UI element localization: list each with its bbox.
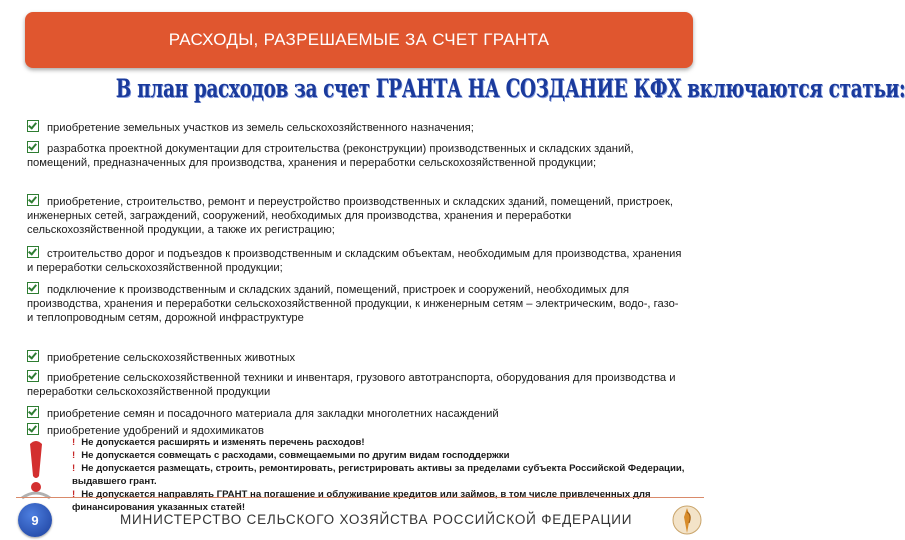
checkbox-checked-icon bbox=[27, 423, 39, 435]
footer-divider bbox=[16, 497, 704, 498]
warning-text: Не допускается совмещать с расходами, совмещаемыми по другим видам господдержки bbox=[81, 450, 510, 461]
page-number: 9 bbox=[31, 512, 39, 528]
warning-text: Не допускается расширять и изменять перечень расходов! bbox=[81, 437, 365, 448]
list-item bbox=[27, 406, 687, 421]
list-item bbox=[27, 282, 687, 325]
list-item-text: приобретение сельскохозяйственных животных bbox=[47, 352, 296, 364]
warning-mark: ! bbox=[72, 463, 76, 474]
ministry-emblem-icon bbox=[672, 503, 702, 537]
warning-text: Не допускается размещать, строить, ремонтировать, регистрировать активы за пределами субъекта Российской Федерации, выдавшего грант. bbox=[72, 463, 685, 487]
list-item-text: приобретение удобрений и ядохимикатов bbox=[47, 425, 264, 437]
warning-mark: ! bbox=[72, 437, 76, 448]
warning-mark: ! bbox=[72, 450, 76, 461]
page-number-badge bbox=[18, 503, 52, 537]
warning-row bbox=[72, 449, 692, 462]
warning-mark: ! bbox=[72, 489, 76, 500]
checkbox-checked-icon bbox=[27, 141, 39, 153]
checkbox-checked-icon bbox=[27, 370, 39, 382]
list-item-text: строительство дорог и подъездов к производственным и складским объектам, необходимым для производства, хранения и переработки сельскохозяйственной продукции; bbox=[27, 248, 682, 274]
title-banner bbox=[25, 12, 693, 68]
warning-row bbox=[72, 436, 692, 449]
warning-text: Не допускается направлять ГРАНТ на погашение и облуживание кредитов или займов, в том числе привлеченных для финансирования указанных статей! bbox=[72, 489, 651, 513]
checkbox-checked-icon bbox=[27, 282, 39, 294]
warning-row bbox=[72, 462, 692, 488]
footer-ministry: МИНИСТЕРСТВО СЕЛЬСКОГО ХОЗЯЙСТВА РОССИЙСКОЙ ФЕДЕРАЦИИ bbox=[120, 512, 633, 527]
warnings-block bbox=[72, 436, 692, 514]
list-item-text: приобретение сельскохозяйственной техники и инвентаря, грузового автотранспорта, оборудования для производства и переработки сельскохозяйственной продукции bbox=[27, 372, 676, 398]
checkbox-checked-icon bbox=[27, 120, 39, 132]
exclamation-warning-icon bbox=[14, 436, 58, 502]
checkbox-checked-icon bbox=[27, 350, 39, 362]
list-item-text: подключение к производственным и складских зданий, помещений, пристроек и сооружений, необходимых для производства, хранения и переработки сельскохозяйственной продукции, к инженерным сетям – электрическим, водо-, газо- и теплопроводным сетям, дорожной инфраструктуре bbox=[27, 284, 679, 324]
list-item-text: приобретение, строительство, ремонт и переустройство производственных и складских зданий, помещений, пристроек, инженерных сетей, заграждений, сооружений, необходимых для производства, хранения и переработки сельскохозяйственной продукции, а также их регистрацию; bbox=[27, 196, 673, 236]
checkbox-checked-icon bbox=[27, 194, 39, 206]
page-title: РАСХОДЫ, РАЗРЕШАЕМЫЕ ЗА СЧЕТ ГРАНТА bbox=[168, 30, 550, 49]
list-item bbox=[27, 246, 687, 275]
list-item-text: приобретение земельных участков из земель сельскохозяйственного назначения; bbox=[47, 122, 474, 134]
list-item bbox=[27, 194, 687, 237]
list-item bbox=[27, 370, 687, 399]
list-item-text: приобретение семян и посадочного материала для закладки многолетних насаждений bbox=[47, 408, 499, 420]
warning-row bbox=[72, 488, 692, 514]
page-subtitle: В план расходов за счет ГРАНТА НА СОЗДАНИЕ КФХ включаются статьи: bbox=[115, 74, 905, 103]
list-item-text: разработка проектной документации для строительства (реконструкции) производственных и складских зданий, помещений, предназначенных для производства, хранения и переработки сельскохозяйственной продукции; bbox=[27, 143, 634, 169]
list-item bbox=[27, 141, 687, 170]
checkbox-checked-icon bbox=[27, 406, 39, 418]
list-item bbox=[27, 120, 687, 135]
checkbox-checked-icon bbox=[27, 246, 39, 258]
list-item bbox=[27, 350, 687, 365]
